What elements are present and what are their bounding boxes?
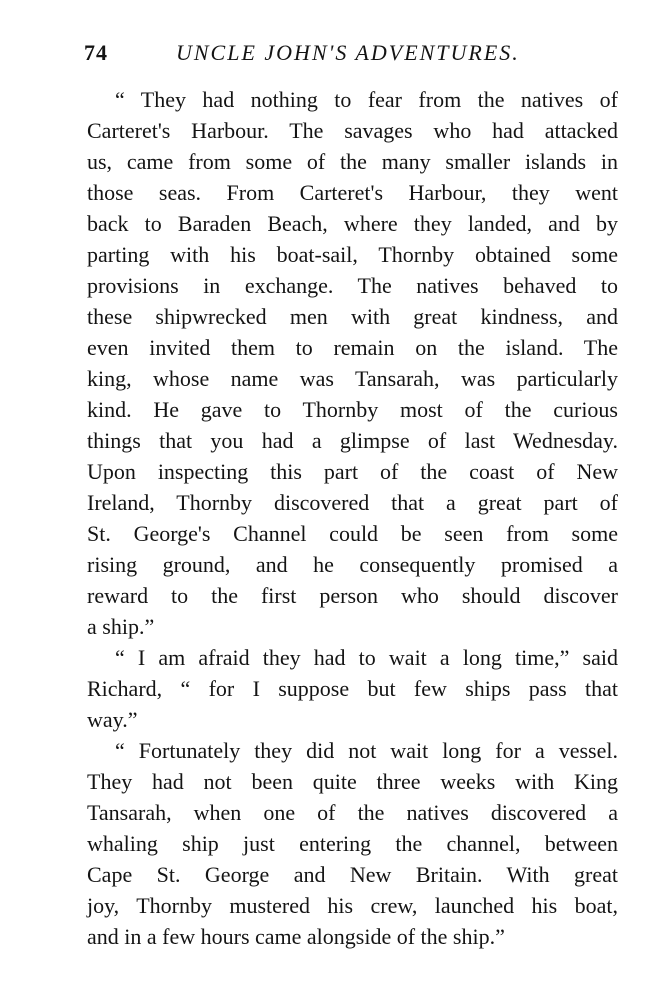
text-line: a ship.” xyxy=(87,614,155,639)
text-line: Ireland, Thornby discovered that a great part of xyxy=(87,490,618,515)
page-number: 74 xyxy=(84,40,108,65)
text-line: Upon inspecting this part of the coast of New xyxy=(87,459,618,484)
text-line: whaling ship just entering the channel, between xyxy=(87,831,618,856)
text-line: king, whose name was Tansarah, was particularly xyxy=(87,366,618,391)
page-header xyxy=(84,40,618,74)
body-text xyxy=(87,84,618,952)
text-line: provisions in exchange. The natives behaved to xyxy=(87,273,618,298)
text-line: joy, Thornby mustered his crew, launched his boat, xyxy=(87,893,618,918)
text-line: things that you had a glimpse of last Wednesday. xyxy=(87,428,618,453)
paragraph xyxy=(87,84,618,642)
text-line: even invited them to remain on the island. The xyxy=(87,335,618,360)
text-line: kind. He gave to Thornby most of the curious xyxy=(87,397,618,422)
text-line: us, came from some of the many smaller islands in xyxy=(87,149,618,174)
text-line: these shipwrecked men with great kindness, and xyxy=(87,304,618,329)
text-line: way.” xyxy=(87,707,138,732)
text-line: “ I am afraid they had to wait a long time,” said xyxy=(115,645,618,670)
text-line: Cape St. George and New Britain. With great xyxy=(87,862,618,887)
text-line: Carteret's Harbour. The savages who had attacked xyxy=(87,118,618,143)
paragraph xyxy=(87,735,618,952)
text-line: rising ground, and he consequently promised a xyxy=(87,552,618,577)
text-line: parting with his boat-sail, Thornby obtained some xyxy=(87,242,618,267)
text-line: those seas. From Carteret's Harbour, they went xyxy=(87,180,618,205)
text-line: back to Baraden Beach, where they landed, and by xyxy=(87,211,618,236)
text-line: “ Fortunately they did not wait long for a vessel. xyxy=(115,738,618,763)
text-line: Tansarah, when one of the natives discovered a xyxy=(87,800,618,825)
text-line: They had not been quite three weeks with King xyxy=(87,769,618,794)
text-line: Richard, “ for I suppose but few ships pass that xyxy=(87,676,618,701)
text-line: St. George's Channel could be seen from some xyxy=(87,521,618,546)
text-line: and in a few hours came alongside of the ship.” xyxy=(87,924,505,949)
text-line: “ They had nothing to fear from the natives of xyxy=(115,87,618,112)
text-line: reward to the first person who should discover xyxy=(87,583,618,608)
running-title: UNCLE JOHN'S ADVENTURES. xyxy=(176,40,520,65)
paragraph xyxy=(87,642,618,735)
